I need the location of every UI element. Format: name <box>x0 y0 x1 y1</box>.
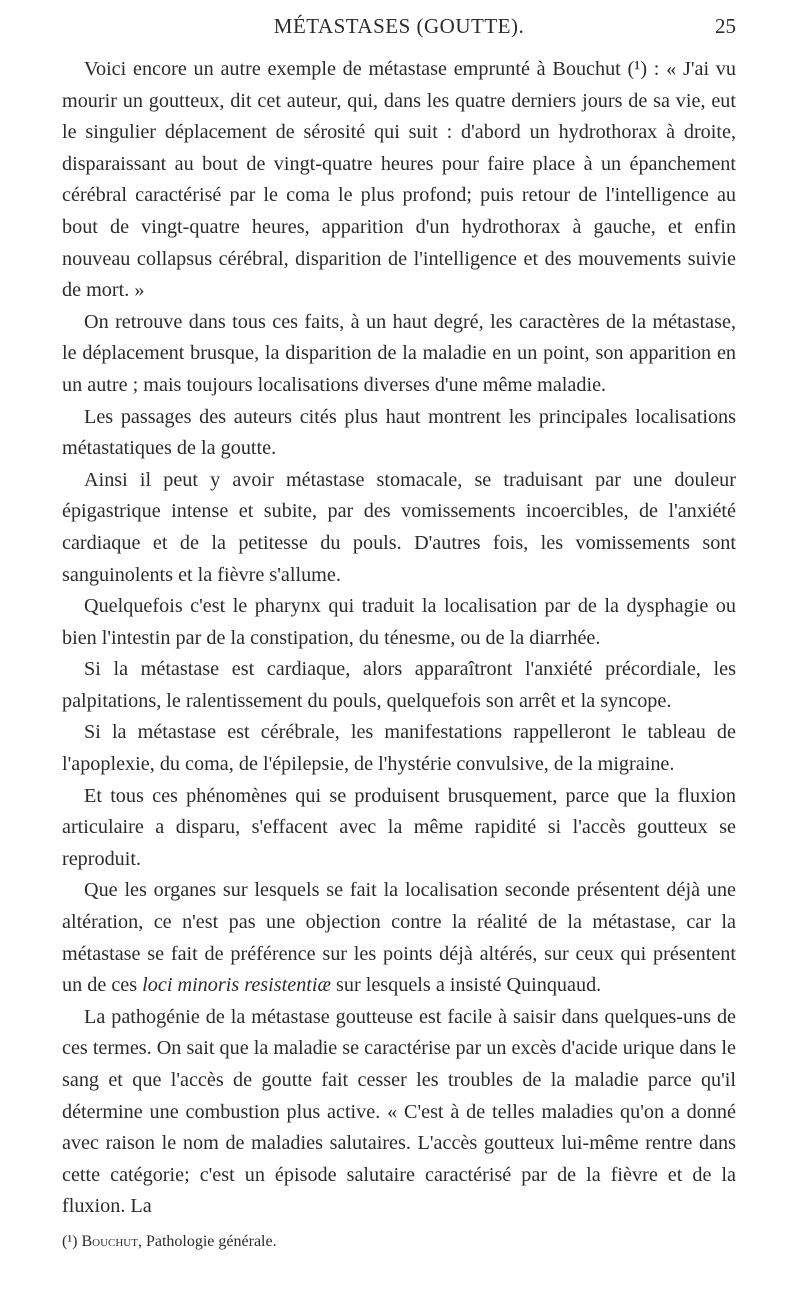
footnote-work: , Pathologie générale. <box>137 1232 277 1250</box>
paragraph-4: Ainsi il peut y avoir métastase stomacale, se traduisant par une douleur épigastrique intense et subite, par des vomissements incoercibles, de l'anxiété cardiaque et de la petitesse du pouls. D'autres fois, les vomissements sont sanguinolents et la fièvre s'allume. <box>62 468 736 586</box>
paragraph-9-text-b: sur lesquels a insisté Quinquaud. <box>330 974 602 997</box>
paragraph-1 <box>62 54 736 307</box>
latin-phrase: loci minoris resistentiæ <box>142 974 331 997</box>
footnote-author: Bouchut <box>81 1232 138 1250</box>
paragraph-10: La pathogénie de la métastase goutteuse est facile à saisir dans quelques-uns de ces termes. On sait que la maladie se caractérise par un excès d'acide urique dans le sang et que l'accès de goutte fait cesser les troubles de la maladie parce qu'il détermine une combustion plus active. « C'est à de telles maladies qu'on a donné avec raison le nom de maladies salutaires. L'accès goutteux lui-même rentre dans cette catégorie; c'est un épisode salutaire caractérisé par de la fièvre et de la fluxion. La <box>62 1005 737 1218</box>
paragraph-9-text-a: Que les organes sur lesquels se fait la localisation seconde présentent déjà une altération, ce n'est pas une objection contre la réalité de la métastase, car la métastase se fait de préférence sur les points déjà altérés, sur ceux qui présentent un de ces <box>62 879 736 997</box>
paragraph-1-text-a: Voici encore un autre exemple de métastase emprunté à Bouchut ( <box>84 58 635 80</box>
paragraph-8: Et tous ces phénomènes qui se produisent brusquement, parce que la fluxion articulaire a disparu, s'effacent avec la même rapidité si l'accès goutteux se reproduit. <box>62 784 736 870</box>
footnote-reference[interactable]: ¹ <box>634 58 641 80</box>
running-header <box>62 14 736 44</box>
document-page <box>0 14 800 1309</box>
running-title: MÉTASTASES (GOUTTE). <box>273 14 525 38</box>
paragraph-2: On retrouve dans tous ces faits, à un haut degré, les caractères de la métastase, le déplacement brusque, la disparition de la maladie en un point, son apparition en un autre ; mais toujours localisations diverses d'une même maladie. <box>62 310 736 396</box>
paragraph-6: Si la métastase est cardiaque, alors apparaîtront l'anxiété précordiale, les palpitations, le ralentissement du pouls, quelquefois son arrêt et la syncope. <box>62 658 736 712</box>
paragraph-7: Si la métastase est cérébrale, les manifestations rappelleront le tableau de l'apoplexie, du coma, de l'épilepsie, de l'hystérie convulsive, de la migraine. <box>62 721 736 776</box>
paragraph-3: Les passages des auteurs cités plus haut montrent les principales localisations métastatiques de la goutte. <box>62 405 736 460</box>
paragraph-9 <box>62 875 736 1001</box>
paragraph-5: Quelquefois c'est le pharynx qui traduit la localisation par de la dysphagie ou bien l'intestin par de la constipation, du ténesme, ou de la diarrhée. <box>62 595 736 649</box>
footnote <box>62 1231 736 1253</box>
page-number: 25 <box>715 14 736 38</box>
body-text <box>62 54 736 1223</box>
footnote-marker: (¹) <box>62 1232 78 1250</box>
paragraph-1-text-b: ) : « J'ai vu mourir un goutteux, dit cet auteur, qui, dans les quatre derniers jours de sa vie, eut le singulier déplacement de sérosité qui suit : d'abord un hydrothorax à droite, disparaissant au bout de vingt-quatre heures pour faire place à un épanchement cérébral caractérisé par le coma le plus profond; puis retour de l'intelligence au bout de vingt-quatre heures, apparition d'un hydrothorax à gauche, et enfin nouveau collapsus cérébral, disparition de l'intelligence et des mouvements suivie de mort. » <box>62 58 736 302</box>
